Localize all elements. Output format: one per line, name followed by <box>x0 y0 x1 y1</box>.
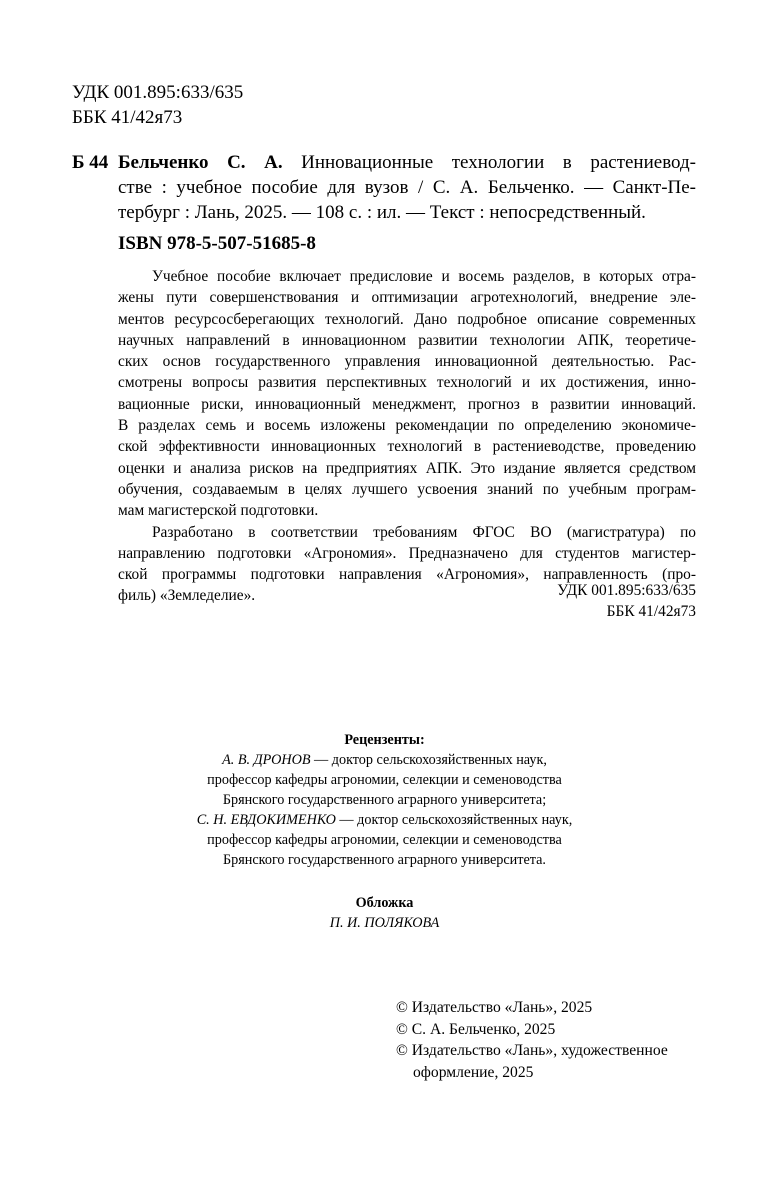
annotation-line: В разделах семь и восемь изложены рекомендации по определению экономиче- <box>118 417 696 435</box>
reviewer-1: А. В. ДРОНОВ — доктор сельскохозяйственных наук, <box>222 752 547 768</box>
reviewers-block <box>0 730 769 870</box>
udk-code: УДК 001.895:633/635 <box>557 582 696 599</box>
annotation-classification <box>557 580 696 623</box>
annotation-line: оценки и анализа рисков на предприятиях АПК. Это издание является средством <box>118 459 696 477</box>
udk-code: УДК 001.895:633/635 <box>72 82 244 103</box>
header-classification <box>72 80 243 130</box>
annotation-line: научных направлений в инновационном развитии технологии АПК, теоретиче- <box>118 331 696 349</box>
annotation-line: ской эффективности инновационных технологий в растениеводстве, проведению <box>118 438 696 456</box>
annotation-line: жены пути совершенствования и оптимизации агротехнологий, внедрение эле- <box>118 289 696 307</box>
annotation-line: Учебное пособие включает предисловие и восемь разделов, в которых отра- <box>152 268 696 285</box>
annotation-line: ских основ государственного управления инновационной деятельностью. Рас- <box>118 353 696 371</box>
annotation-line: смотрены вопросы развития перспективных технологий и их достижения, инно- <box>118 374 696 392</box>
reviewer-2-affiliation: Брянского государственного аграрного университета. <box>223 852 546 868</box>
reviewer-1-name: А. В. ДРОНОВ <box>222 752 311 768</box>
annotation <box>118 266 696 607</box>
annotation-line: ментов ресурсосберегающих технологий. Дано подробное описание современных <box>118 310 696 328</box>
annotation-line: вационные риски, инновационный менеджмент, прогноз в развитии инноваций. <box>118 395 696 413</box>
copyright-line: © Издательство «Лань», 2025 <box>396 999 593 1016</box>
reviewers-title: Рецензенты: <box>344 732 425 748</box>
annotation-line: направлению подготовки «Агрономия». Предназначено для студентов магистер- <box>118 544 696 562</box>
copyright-line: © С. А. Бельченко, 2025 <box>396 1020 556 1038</box>
bbk-code: ББК 41/42я73 <box>606 603 696 621</box>
reviewer-2-position: профессор кафедры агрономии, селекции и семеноводства <box>207 832 562 848</box>
author-name: Бельченко С. А. <box>118 152 283 173</box>
description-line: Бельченко С. А. Инновационные технологии в растениевод- <box>118 152 696 173</box>
bbk-code: ББК 41/42я73 <box>72 107 183 128</box>
description-line: тербург : Лань, 2025. — 108 с. : ил. — Текст : непосредственный. <box>118 202 646 223</box>
reviewer-2-name: С. Н. ЕВДОКИМЕНКО <box>196 812 336 828</box>
annotation-line: филь) «Земледелие». <box>118 587 256 605</box>
isbn: ISBN 978-5-507-51685-8 <box>118 233 316 254</box>
cover-title: Обложка <box>355 895 414 911</box>
annotation-line: мам магистерской подготовки. <box>118 502 319 520</box>
annotation-line: обучения, создаваемым в целях лучшего усвоения знаний по учебным програм- <box>118 480 696 498</box>
copyright-line: © Издательство «Лань», художественное <box>396 1042 668 1059</box>
author-mark: Б 44 <box>72 152 109 173</box>
annotation-line: Разработано в соответствии требованиям ФГОС ВО (магистратура) по <box>152 523 696 541</box>
description-line: стве : учебное пособие для вузов / С. А. Бельченко. — Санкт-Пе- <box>118 177 696 198</box>
bibliographic-description <box>118 150 696 225</box>
cover-credit <box>0 893 769 933</box>
copyright-block <box>396 997 668 1083</box>
annotation-line: ской программы подготовки направления «Агрономия», направленность (про- <box>118 566 696 584</box>
copyright-line-continuation: оформление, 2025 <box>413 1063 534 1081</box>
reviewer-1-affiliation: Брянского государственного аграрного университета; <box>222 792 547 808</box>
reviewer-1-position: профессор кафедры агрономии, селекции и семеноводства <box>207 772 562 788</box>
reviewer-2: С. Н. ЕВДОКИМЕНКО — доктор сельскохозяйственных наук, <box>196 812 573 828</box>
cover-designer: П. И. ПОЛЯКОВА <box>329 915 440 931</box>
